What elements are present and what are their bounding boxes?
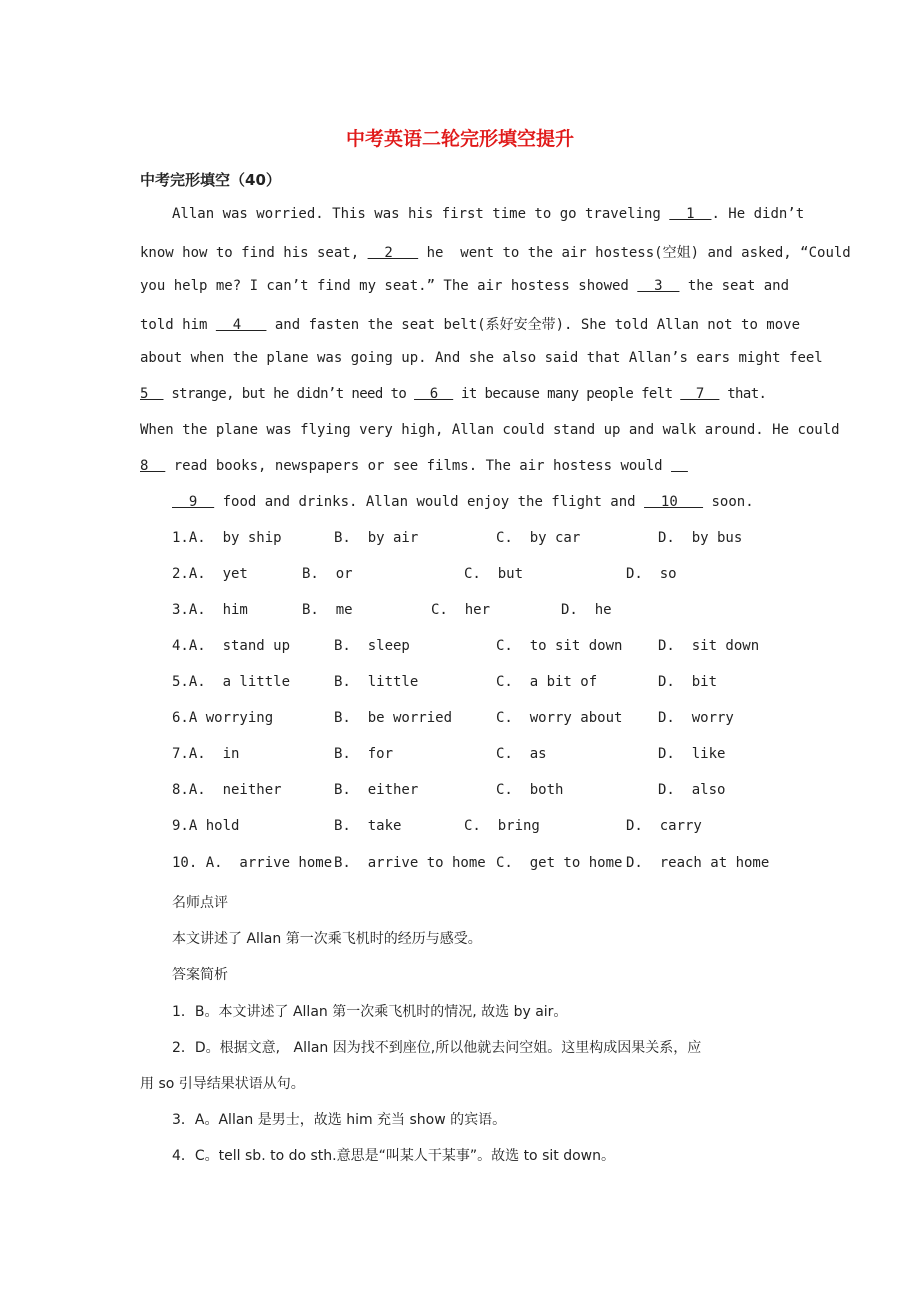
passage-text: you help me? I can’t find my seat.” The air hostess showed: [140, 278, 638, 294]
question-8-option-a: 8.A. neither: [172, 782, 282, 798]
answer-3: 3．A。Allan 是男士，故选 him 充当 show 的宾语。: [172, 1112, 507, 1128]
passage-line-4: [140, 314, 800, 334]
question-9-option-d: D. carry: [626, 818, 702, 834]
question-4-option-c: C. to sit down: [496, 638, 623, 654]
question-2-option-c: C. but: [464, 566, 524, 582]
passage-line-1: [172, 206, 804, 222]
question-7-option-a: 7.A. in: [172, 746, 240, 762]
question-5-option-b: B. little: [334, 674, 419, 690]
blank-3: 3: [637, 278, 680, 294]
question-4-option-a: 4.A. stand up: [172, 638, 291, 654]
question-1-option-a: 1.A. by ship: [172, 530, 282, 546]
blank-7: 7: [680, 386, 720, 402]
question-8-option-b: B. either: [334, 782, 419, 798]
answers-heading: 答案简析: [172, 967, 228, 983]
question-5-option-c: C. a bit of: [496, 674, 598, 690]
question-1-option-c: C. by car: [496, 530, 581, 546]
passage-text: food and drinks. Allan would enjoy the flight and: [214, 494, 645, 510]
passage-text: read books, newspapers or see films. The air hostess would: [165, 458, 672, 474]
question-10-option-c: C. get to home: [496, 855, 623, 871]
question-6-option-a: 6.A worrying: [172, 710, 274, 726]
question-2-option-d: D. so: [626, 566, 677, 582]
passage-text: Allan was worried. This was his first time to go traveling: [172, 206, 670, 222]
question-1-option-d: D. by bus: [658, 530, 743, 546]
blank-9-lead: [671, 458, 688, 474]
passage-text: and fasten the seat belt(系好安全带). She told Allan not to move: [266, 317, 801, 333]
question-7-option-b: B. for: [334, 746, 394, 762]
question-6-option-d: D. worry: [658, 710, 734, 726]
review-heading: 名师点评: [172, 895, 228, 911]
question-9-option-c: C. bring: [464, 818, 540, 834]
review-text: 本文讲述了 Allan 第一次乘飞机时的经历与感受。: [172, 931, 482, 947]
passage-line-3: [140, 278, 789, 294]
passage-text: strange, but he didn’t need to: [163, 386, 415, 402]
question-4-option-d: D. sit down: [658, 638, 760, 654]
passage-text: told him: [140, 317, 216, 333]
passage-line-9: [172, 494, 754, 510]
question-10-option-d: D. reach at home: [626, 855, 770, 871]
blank-10: 10: [644, 494, 704, 510]
question-5-option-a: 5.A. a little: [172, 674, 291, 690]
passage-line-6: [140, 386, 766, 402]
answer-2-line-1: 2．D。根据文意, Allan 因为找不到座位,所以他就去问空姐。这里构成因果关系，应: [172, 1040, 702, 1056]
passage-line-5: about when the plane was going up. And she also said that Allan’s ears might feel: [140, 350, 823, 366]
passage-text: it because many people felt: [453, 386, 681, 402]
question-10-option-b: B. arrive to home: [334, 855, 486, 871]
passage-line-8: [140, 458, 688, 474]
question-8-option-d: D. also: [658, 782, 726, 798]
question-5-option-d: D. bit: [658, 674, 718, 690]
question-3-option-d: D. he: [561, 602, 612, 618]
question-9-option-a: 9.A hold: [172, 818, 240, 834]
question-3-option-a: 3.A. him: [172, 602, 248, 618]
passage-line-2: [140, 242, 851, 262]
question-6-option-c: C. worry about: [496, 710, 623, 726]
question-7-option-c: C. as: [496, 746, 547, 762]
passage-text: . He didn’t: [711, 206, 805, 222]
blank-4: 4: [215, 317, 267, 333]
passage-text: that.: [719, 386, 767, 402]
blank-6: 6: [414, 386, 454, 402]
question-7-option-d: D. like: [658, 746, 726, 762]
blank-5: 5: [140, 386, 164, 402]
question-3-option-b: B. me: [302, 602, 353, 618]
blank-1: 1: [669, 206, 712, 222]
question-4-option-b: B. sleep: [334, 638, 410, 654]
question-2-option-b: B. or: [302, 566, 353, 582]
answer-2-line-2: 用 so 引导结果状语从句。: [140, 1076, 305, 1092]
question-9-option-b: B. take: [334, 818, 402, 834]
passage-line-7: When the plane was flying very high, Allan could stand up and walk around. He could: [140, 422, 840, 438]
blank-8: 8: [140, 458, 166, 474]
question-8-option-c: C. both: [496, 782, 564, 798]
section-subtitle: 中考完形填空（40）: [140, 171, 281, 189]
answer-4: 4．C。tell sb. to do sth.意思是“叫某人干某事”。故选 to sit down。: [172, 1148, 615, 1164]
question-2-option-a: 2.A. yet: [172, 566, 248, 582]
blank-9: 9: [172, 494, 215, 510]
question-6-option-b: B. be worried: [334, 710, 453, 726]
passage-text: know how to find his seat,: [140, 245, 368, 261]
question-1-option-b: B. by air: [334, 530, 419, 546]
document-title: 中考英语二轮完形填空提升: [345, 128, 574, 150]
question-10-option-a: 10. A. arrive home: [172, 855, 333, 871]
question-3-option-c: C. her: [431, 602, 491, 618]
passage-text: soon.: [703, 494, 754, 510]
blank-2: 2: [367, 245, 419, 261]
passage-text: the seat and: [679, 278, 790, 294]
passage-text: he went to the air hostess(空姐) and asked, “Could: [418, 245, 851, 261]
answer-1: 1．B。本文讲述了 Allan 第一次乘飞机时的情况, 故选 by air。: [172, 1004, 568, 1020]
